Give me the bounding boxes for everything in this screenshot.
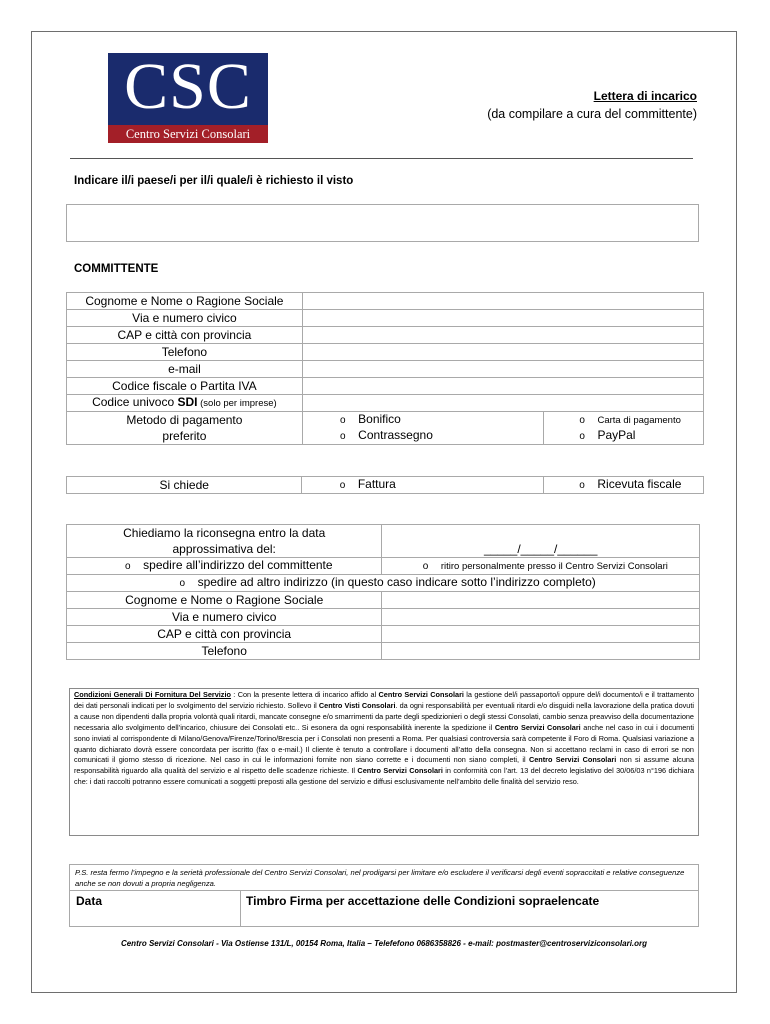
field-label: e-mail: [67, 361, 303, 378]
table-row: [67, 643, 700, 660]
email-field[interactable]: [302, 361, 703, 378]
delivery-date-label: Chiediamo la riconsegna entro la data approssimativa del:: [67, 525, 382, 558]
field-label: CAP e città con provincia: [67, 626, 382, 643]
logo-caption: Centro Servizi Consolari: [108, 125, 268, 143]
ps-note: P.S. resta fermo l’impegno e la serietà professionale del Centro Servizi Consolari, nel prodigarsi per limitare e/o escludere il verificarsi degli eventi sopraccitati e relative conseguenze anche se non dovuti a propria negligenza.: [69, 864, 699, 890]
radio-circle-icon: o: [179, 578, 185, 589]
table-row: [67, 626, 700, 643]
stamp-signature-field[interactable]: [241, 891, 698, 926]
city-field[interactable]: [302, 327, 703, 344]
table-row: [67, 327, 704, 344]
sdi-label: Codice univoco SDI (solo per imprese): [67, 395, 303, 412]
radio-circle-icon: o: [340, 431, 346, 442]
delivery-option-other[interactable]: o spedire ad altro indirizzo (in questo caso indicare sotto l’indirizzo completo): [67, 575, 700, 592]
conditions-title: Condizioni Generali Di Fornitura Del Servizio: [74, 690, 231, 699]
visa-country-field[interactable]: [66, 204, 699, 242]
table-row: [67, 609, 700, 626]
table-row: [67, 395, 704, 412]
table-row: [67, 477, 704, 494]
logo-letters: CSC: [124, 50, 252, 123]
radio-circle-icon: o: [125, 561, 131, 572]
field-label: Telefono: [67, 344, 303, 361]
radio-circle-icon: o: [579, 480, 585, 491]
radio-circle-icon: o: [422, 561, 429, 572]
field-label: Cognome e Nome o Ragione Sociale: [67, 293, 303, 310]
field-label: Cognome e Nome o Ragione Sociale: [67, 592, 382, 609]
delivery-phone-field[interactable]: [382, 643, 700, 660]
delivery-option-ship[interactable]: o spedire all’indirizzo del committente: [67, 558, 382, 575]
field-label: Via e numero civico: [67, 609, 382, 626]
payment-option-contrassegno[interactable]: o Contrassegno: [302, 428, 543, 445]
header-divider: [70, 158, 693, 159]
conditions-text: Condizioni Generali Di Fornitura Del Servizio : Con la presente lettera di incarico affido al Centro Servizi Consolari la gestione del/i passaporto/i oppure del/i documento/i e il trattamento dei dati personali indicati per lo svolgimento del servizio richiesto. Sollevo il Centro Visti Consolari. da ogni responsabilità per eventuali ritardi e/o disguidi nella lavorazione della pratica dovuti a cause non dipendenti dalla propria volontà quali ritardi, mancate consegne e/o smarrimenti da parte degli spedizionieri o degli stessi Consolati, cambio senza preavviso della documentazione necessaria allo svolgimento dell’incarico, chiusure dei Consolati etc.. Si esonera da ogni responsabilità inerente la spedizione il Centro Servizi Consolari anche nel caso in cui i documenti sono inviati al corrispondente di Milano/Genova/Firenze/Torino/Brescia per i Consolati non presenti a Roma. Per qualsiasi controversia sarà competente il Foro di Roma. Qualsiasi variazione a quanto dichiarato dovrà essere concordata per iscritto (fax o e-mail.) Il cliente è tenuto a controllare i documenti all’atto della consegna. Non si accettano reclami in caso di errori se non comunicati il giorno stesso di ricezione. Nel caso in cui le informazioni fornite non siano corrette e i documenti non siano completi, il Centro Servizi Consolari non si assume alcuna responsabilità riguardo alla qualità del servizio e al rispetto delle scadenze richieste. Il Centro Servizi Consolari in conformità con l’art. 13 del decreto legislativo del 30/06/03 n°196 dichiara che: i dati raccolti potranno essere comunicati a soggetti preposti alla gestione del servizio e diffusi esclusivamente nell’ambito delle finalità del servizio reso.: [69, 688, 699, 836]
payment-label: Metodo di pagamento preferito: [67, 412, 303, 445]
payment-option-paypal[interactable]: o PayPal: [544, 428, 704, 445]
table-row: [67, 525, 700, 558]
payment-option-card[interactable]: o Carta di pagamento: [544, 412, 704, 429]
tax-code-field[interactable]: [302, 378, 703, 395]
table-row: [67, 575, 700, 592]
radio-circle-icon: o: [579, 415, 585, 426]
table-row: [67, 558, 700, 575]
field-label: Via e numero civico: [67, 310, 303, 327]
street-field[interactable]: [302, 310, 703, 327]
table-row: [67, 293, 704, 310]
field-label: Telefono: [67, 643, 382, 660]
payment-option-bonifico[interactable]: o Bonifico: [302, 412, 543, 429]
request-table: [66, 476, 704, 494]
table-row: [67, 412, 704, 429]
radio-circle-icon: o: [340, 415, 346, 426]
sdi-field[interactable]: [302, 395, 703, 412]
delivery-city-field[interactable]: [382, 626, 700, 643]
delivery-date-field[interactable]: _____/_____/______: [382, 525, 700, 558]
document-title: Lettera di incarico: [593, 89, 697, 103]
delivery-name-field[interactable]: [382, 592, 700, 609]
radio-circle-icon: o: [579, 431, 585, 442]
table-row: [67, 310, 704, 327]
committente-heading: COMMITTENTE: [74, 263, 159, 275]
request-label: Si chiede: [67, 477, 302, 494]
stamp-signature-label: Timbro Firma per accettazione delle Condizioni sopraelencate: [246, 894, 600, 908]
table-row: [67, 592, 700, 609]
phone-field[interactable]: [302, 344, 703, 361]
date-field[interactable]: [70, 891, 241, 926]
date-label: Data: [76, 894, 103, 908]
committente-table: [66, 292, 704, 445]
visa-country-label: Indicare il/i paese/i per il/i quale/i è richiesto il visto: [74, 175, 354, 187]
request-option-ricevuta[interactable]: o Ricevuta fiscale: [544, 477, 704, 494]
footer-address: Centro Servizi Consolari - Via Ostiense 131/L, 00154 Roma, Italia – Telefefono 0686358826 - e-mail: postmaster@centroserviziconsolari.org: [120, 939, 648, 948]
request-option-fattura[interactable]: o Fattura: [302, 477, 544, 494]
delivery-option-pickup[interactable]: o ritiro personalmente presso il Centro Servizi Consolari: [382, 558, 700, 575]
signature-box: [69, 890, 699, 927]
document-subtitle: (da compilare a cura del committente): [487, 107, 697, 121]
radio-circle-icon: o: [339, 480, 346, 491]
table-row: [67, 378, 704, 395]
delivery-street-field[interactable]: [382, 609, 700, 626]
table-row: [67, 361, 704, 378]
csc-logo: [108, 50, 268, 143]
field-label: Codice fiscale o Partita IVA: [67, 378, 303, 395]
field-label: CAP e città con provincia: [67, 327, 303, 344]
delivery-table: [66, 524, 700, 660]
company-name-field[interactable]: [302, 293, 703, 310]
table-row: [67, 344, 704, 361]
